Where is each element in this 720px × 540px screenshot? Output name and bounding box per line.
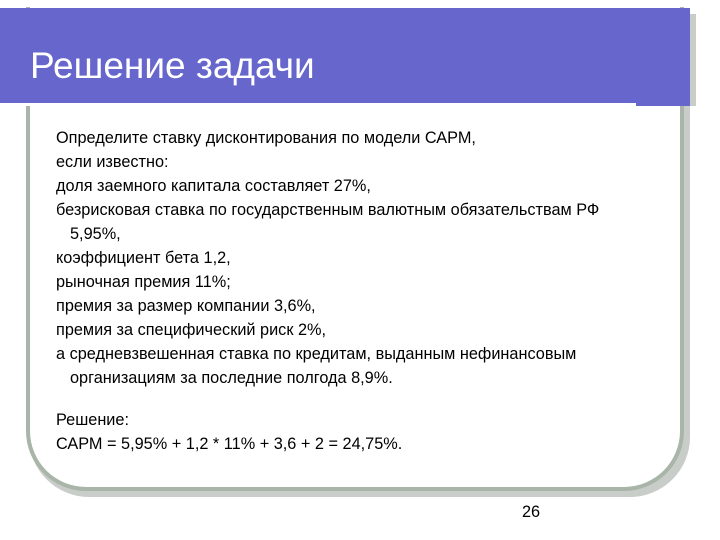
page-number: 26	[522, 503, 541, 521]
solution-label: Решение:	[56, 411, 129, 429]
body-line: безрисковая ставка по государственным валютным обязательствам РФ	[56, 201, 600, 219]
body-line: рыночная премия 11%;	[56, 273, 231, 291]
body-line: если известно:	[56, 153, 169, 171]
body-line: Определите ставку дисконтирования по модели САРМ,	[56, 129, 476, 147]
solution-formula: САРМ = 5,95% + 1,2 * 11% + 3,6 + 2 = 24,75%.	[56, 435, 403, 453]
slide-body	[56, 126, 676, 456]
title-bar	[0, 8, 690, 106]
title-underline	[0, 103, 636, 106]
body-line: доля заемного капитала составляет 27%,	[56, 177, 371, 195]
body-line: коэффициент бета 1,2,	[56, 249, 231, 267]
slide-title: Решение задачи	[30, 45, 315, 86]
body-line: организациям за последние полгода 8,9%.	[70, 369, 393, 387]
body-line: премия за специфический риск 2%,	[56, 321, 327, 339]
body-line: 5,95%,	[70, 225, 121, 243]
body-line: а средневзвешенная ставка по кредитам, выданным нефинансовым	[56, 345, 577, 363]
spacer	[56, 390, 676, 408]
body-line: премия за размер компании 3,6%,	[56, 297, 316, 315]
